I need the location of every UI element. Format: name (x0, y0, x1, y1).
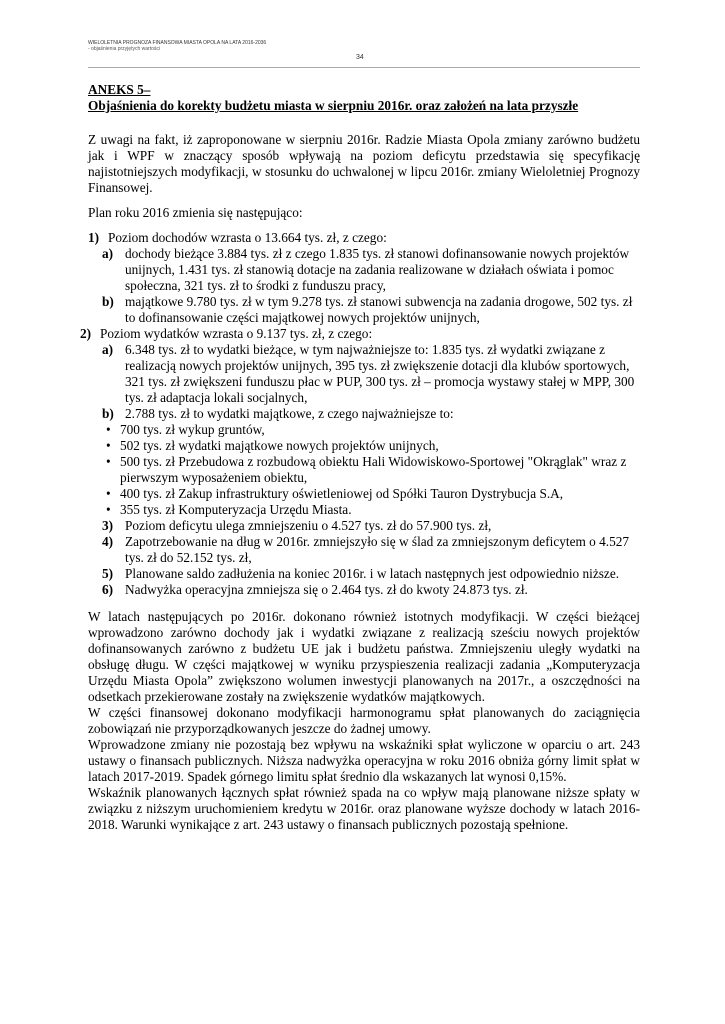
list-item (88, 230, 640, 246)
document-body (80, 82, 640, 833)
header-subtitle: - objaśnienia przyjętych wartości (88, 46, 160, 52)
item-text: 500 tys. zł Przebudowa z rozbudową obiektu Hali Widowiskowo-Sportowej "Okrąglak" wraz z pierwszym wyposażeniem obiektu, (120, 454, 627, 485)
plan-intro: Plan roku 2016 zmienia się następująco: (88, 205, 303, 220)
annex-title: ANEKS 5– (88, 82, 151, 97)
intro-paragraph: Z uwagi na fakt, iż zaproponowane w sierpniu 2016r. Radzie Miasta Opola zmiany zarówno budżetu jak i WPF w znaczący sposób wpływają na poziom deficytu przedstawia się specyfikację najistotniejszych modyfikacji, w stosunku do uchwalonej w lipcu 2016r. zmiany Wieloletniej Prognozy Finansowej. (88, 132, 640, 195)
item-label: 2) (80, 326, 92, 341)
bullet-icon: • (106, 454, 111, 469)
list-item (102, 518, 640, 534)
item-text: 2.788 tys. zł to wydatki majątkowe, z czego najważniejsze to: (125, 406, 454, 421)
item-label: 5) (102, 566, 114, 581)
bullet-item (106, 486, 640, 502)
item-text: majątkowe 9.780 tys. zł w tym 9.278 tys. zł stanowi subwencja na zadania drogowe, 502 tys. zł to dofinansowanie części majątkowej nowych projektów unijnych, (125, 294, 633, 325)
paragraph: Wskaźnik planowanych łącznych spłat również spada na co wpływ mają planowane niższe spłaty w związku z niższym uruchomieniem kredytu w 2016r. oraz planowane wyższe dochody w latach 2016-2018. Warunki wynikające z art. 243 ustawy o finansach publicznych pozostają spełnione. (88, 785, 640, 832)
paragraph: Wprowadzone zmiany nie pozostają bez wpływu na wskaźniki spłat wyliczone w oparciu o art. 243 ustawy o finansach publicznych. Niższa nadwyżka operacyjna w roku 2016 obniża górny limit spłat w latach 2017-2019. Spadek górnego limitu spłat średnio dla wskazanych lat wynosi 0,15%. (88, 737, 640, 784)
list-item (102, 582, 640, 598)
bullet-icon: • (106, 438, 111, 453)
item-label: a) (102, 246, 114, 261)
bullet-icon: • (106, 486, 111, 501)
header-divider (88, 67, 640, 68)
item-text: dochody bieżące 3.884 tys. zł z czego 1.835 tys. zł stanowi dofinansowanie nowych projektów unijnych, 1.431 tys. zł stanowią dotacje na zadania realizowane w działach oświata i pomoc społeczna, 321 tys. zł to środki z funduszu pracy, (125, 246, 630, 293)
item-text: 502 tys. zł wydatki majątkowe nowych projektów unijnych, (120, 438, 439, 453)
item-label: 1) (88, 230, 100, 245)
list-item (102, 566, 640, 582)
list-item (102, 534, 640, 566)
item-text: Poziom wydatków wzrasta o 9.137 tys. zł, z czego: (100, 326, 373, 341)
item-label: 3) (102, 518, 114, 533)
paragraph: W latach następujących po 2016r. dokonano również istotnych modyfikacji. W części bieżącej wprowadzono zarówno dochody jak i wydatki związane z realizacją sześciu nowych projektów dofinansowanych zarówno z budżetu UE jak i budżetu państwa. Zmniejszeniu uległy wydatki na obsługę długu. W części majątkowej w wyniku przyspieszenia realizacji zadania „Komputeryzacja Urzędu Miasta Opola” zwiększono wolumen inwestycji planowanych na 2017r., a oszczędności na odsetkach przekierowane zostały na zwiększenie wydatków majątkowych. (88, 609, 640, 704)
bullet-item (106, 454, 640, 486)
annex-subtitle: Objaśnienia do korekty budżetu miasta w sierpniu 2016r. oraz założeń na lata przyszłe (88, 98, 579, 113)
running-header (88, 40, 640, 52)
item-label: b) (102, 406, 114, 421)
item-label: a) (102, 342, 114, 357)
list-item (102, 246, 640, 294)
item-text: Planowane saldo zadłużenia na koniec 2016r. i w latach następnych jest odpowiednio niższe. (125, 566, 620, 581)
item-text: 355 tys. zł Komputeryzacja Urzędu Miasta. (120, 502, 352, 517)
header-title: WIELOLETNIA PROGNOZA FINANSOWA MIASTA OPOLA NA LATA 2016-2036 (88, 40, 267, 46)
bullet-item (106, 502, 640, 518)
item-text: Poziom dochodów wzrasta o 13.664 tys. zł, z czego: (108, 230, 387, 245)
item-text: Poziom deficytu ulega zmniejszeniu o 4.527 tys. zł do 57.900 tys. zł, (125, 518, 492, 533)
item-label: 6) (102, 582, 114, 597)
list-item (102, 406, 640, 422)
bullet-item (106, 422, 640, 438)
item-text: Zapotrzebowanie na dług w 2016r. zmniejszyło się w ślad za zmniejszonym deficytem o 4.527 tys. zł do 52.152 tys. zł, (125, 534, 630, 565)
item-text: 700 tys. zł wykup gruntów, (120, 422, 265, 437)
paragraph: W części finansowej dokonano modyfikacji harmonogramu spłat planowanych do zaciągnięcia zobowiązań nie przyporządkowanych jeszcze do żadnej umowy. (88, 705, 640, 736)
item-text: 6.348 tys. zł to wydatki bieżące, w tym najważniejsze to: 1.835 tys. zł wydatki związane z realizacją nowych projektów unijnych, 395 tys. zł zwiększenie dotacji dla klubów sportowych, 321 tys. zł zwiększeni funduszu płac w PUP, 300 tys. zł – promocja wystawy stałej w MPP, 300 tys. zł adaptacja lokali socjalnych, (125, 342, 635, 405)
bullet-icon: • (106, 422, 111, 437)
item-text: Nadwyżka operacyjna zmniejsza się o 2.464 tys. zł do kwoty 24.873 tys. zł. (125, 582, 528, 597)
item-label: 4) (102, 534, 114, 549)
changes-list (80, 230, 640, 598)
item-label: b) (102, 294, 114, 309)
list-item (80, 326, 640, 342)
bullet-item (106, 438, 640, 454)
item-text: 400 tys. zł Zakup infrastruktury oświetleniowej od Spółki Tauron Dystrybucja S.A, (120, 486, 564, 501)
list-item (102, 342, 640, 406)
bullet-icon: • (106, 502, 111, 517)
list-item (102, 294, 640, 326)
page-number: 34 (356, 54, 364, 61)
